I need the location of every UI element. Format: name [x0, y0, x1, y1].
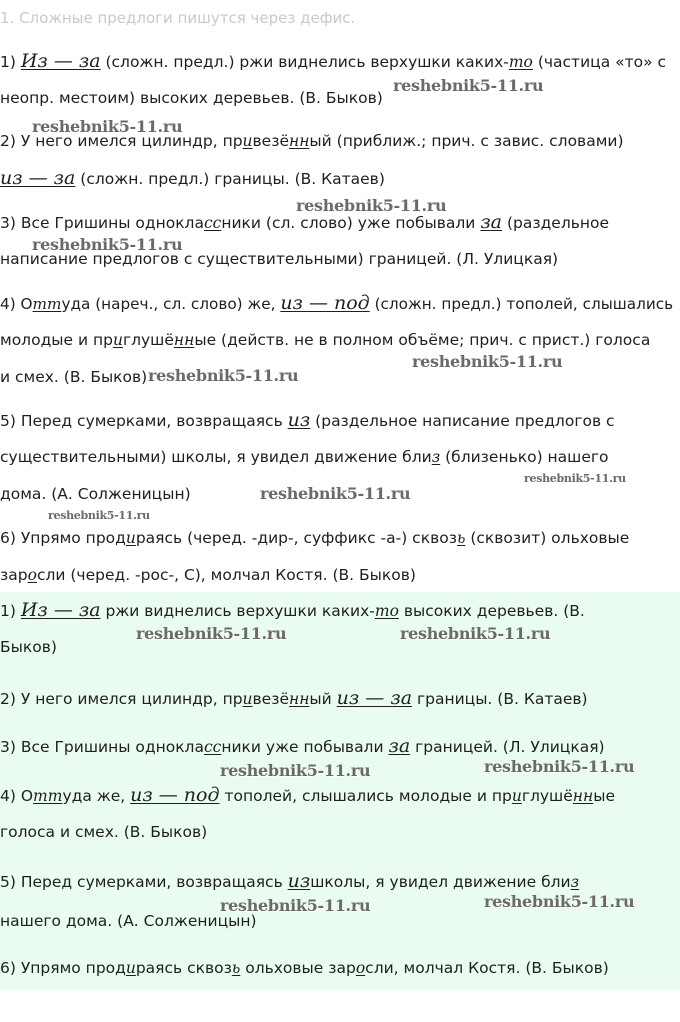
exercise-line-10: 5) Перед сумерками, возвращаясь из (раздельное написание предлогов с: [0, 409, 615, 431]
watermark: reshebnik5-11.ru: [484, 757, 635, 776]
exercise-line-3: 2) У него имелся цилиндр, привезённый (приближ.; прич. с завис. словами): [0, 132, 624, 150]
highlighted-preposition: за: [388, 735, 411, 757]
exercise-line-5: 3) Все Гришины одноклассники (сл. слово) уже побывали за (раздельное: [0, 211, 610, 233]
highlighted-preposition: из: [287, 870, 311, 892]
highlighted-preposition: из: [287, 409, 311, 431]
watermark: reshebnik5-11.ru: [148, 366, 299, 385]
answer-line-3: 2) У него имелся цилиндр, привезённый из — за границы. (В. Катаев): [0, 687, 588, 709]
answer-line-2: Быков): [0, 638, 57, 656]
watermark: reshebnik5-11.ru: [220, 761, 371, 780]
watermark: reshebnik5-11.ru: [484, 892, 635, 911]
highlighted-preposition: из — за: [336, 687, 413, 709]
exercise-line-1: 1) Из — за (сложн. предл.) ржи виднелись верхушки каких-то (частица «то» с: [0, 50, 667, 72]
exercise-line-8: молодые и приглушённые (действ. не в полном объёме; прич. с прист.) голоса: [0, 331, 651, 349]
watermark: reshebnik5-11.ru: [393, 76, 544, 95]
watermark: reshebnik5-11.ru: [296, 196, 447, 215]
exercise-line-12: дома. (А. Солженицын): [0, 485, 191, 503]
watermark: reshebnik5-11.ru: [48, 509, 150, 522]
exercise-line-6: написание предлогов с существительными) границей. (Л. Улицкая): [0, 250, 559, 268]
watermark: reshebnik5-11.ru: [260, 484, 411, 503]
answer-line-1: 1) Из — за ржи виднелись верхушки каких-то высоких деревьев. (В.: [0, 599, 585, 621]
watermark: reshebnik5-11.ru: [220, 896, 371, 915]
exercise-line-4: из — за (сложн. предл.) границы. (В. Катаев): [0, 167, 385, 189]
exercise-line-11: существительными) школы, я увидел движение близ (близенько) нашего: [0, 448, 609, 466]
exercise-line-7: 4) Оттуда (нареч., сл. слово) же, из — под (сложн. предл.) тополей, слышались: [0, 292, 674, 314]
answer-line-5: 4) Оттуда же, из — под тополей, слышались молодые и приглушённые: [0, 784, 615, 806]
exercise-line-2: неопр. местоим) высоких деревьев. (В. Быков): [0, 89, 383, 107]
watermark: reshebnik5-11.ru: [32, 235, 183, 254]
answer-line-7: 5) Перед сумерками, возвращаясь изшколы, я увидел движение близ: [0, 870, 580, 892]
highlighted-preposition: из — за: [0, 167, 76, 189]
section-heading: 1. Сложные предлоги пишутся через дефис.: [0, 9, 356, 27]
answer-line-4: 3) Все Гришины одноклассники уже побывали за границей. (Л. Улицкая): [0, 735, 605, 757]
watermark: reshebnik5-11.ru: [412, 352, 563, 371]
answer-line-8: нашего дома. (А. Солженицын): [0, 912, 257, 930]
highlighted-preposition: Из — за: [20, 50, 101, 72]
highlighted-preposition: за: [480, 211, 503, 233]
answer-line-9: 6) Упрямо продираясь сквозь ольховые заросли, молчал Костя. (В. Быков): [0, 959, 609, 977]
answer-line-6: голоса и смех. (В. Быков): [0, 823, 208, 841]
highlighted-preposition: из — под: [130, 784, 220, 806]
highlighted-preposition: Из — за: [20, 599, 101, 621]
exercise-line-14: заросли (черед. -рос-, С), молчал Костя. (В. Быков): [0, 566, 416, 584]
watermark: reshebnik5-11.ru: [136, 624, 287, 643]
highlighted-particle: то: [508, 53, 533, 71]
watermark: reshebnik5-11.ru: [400, 624, 551, 643]
watermark: reshebnik5-11.ru: [32, 117, 183, 136]
watermark: reshebnik5-11.ru: [524, 472, 626, 485]
exercise-line-9: и смех. (В. Быков): [0, 368, 148, 386]
highlighted-preposition: из — под: [280, 292, 370, 314]
exercise-line-13: 6) Упрямо продираясь (черед. -дир-, суффикс -а-) сквозь (сквозит) ольховые: [0, 529, 630, 547]
